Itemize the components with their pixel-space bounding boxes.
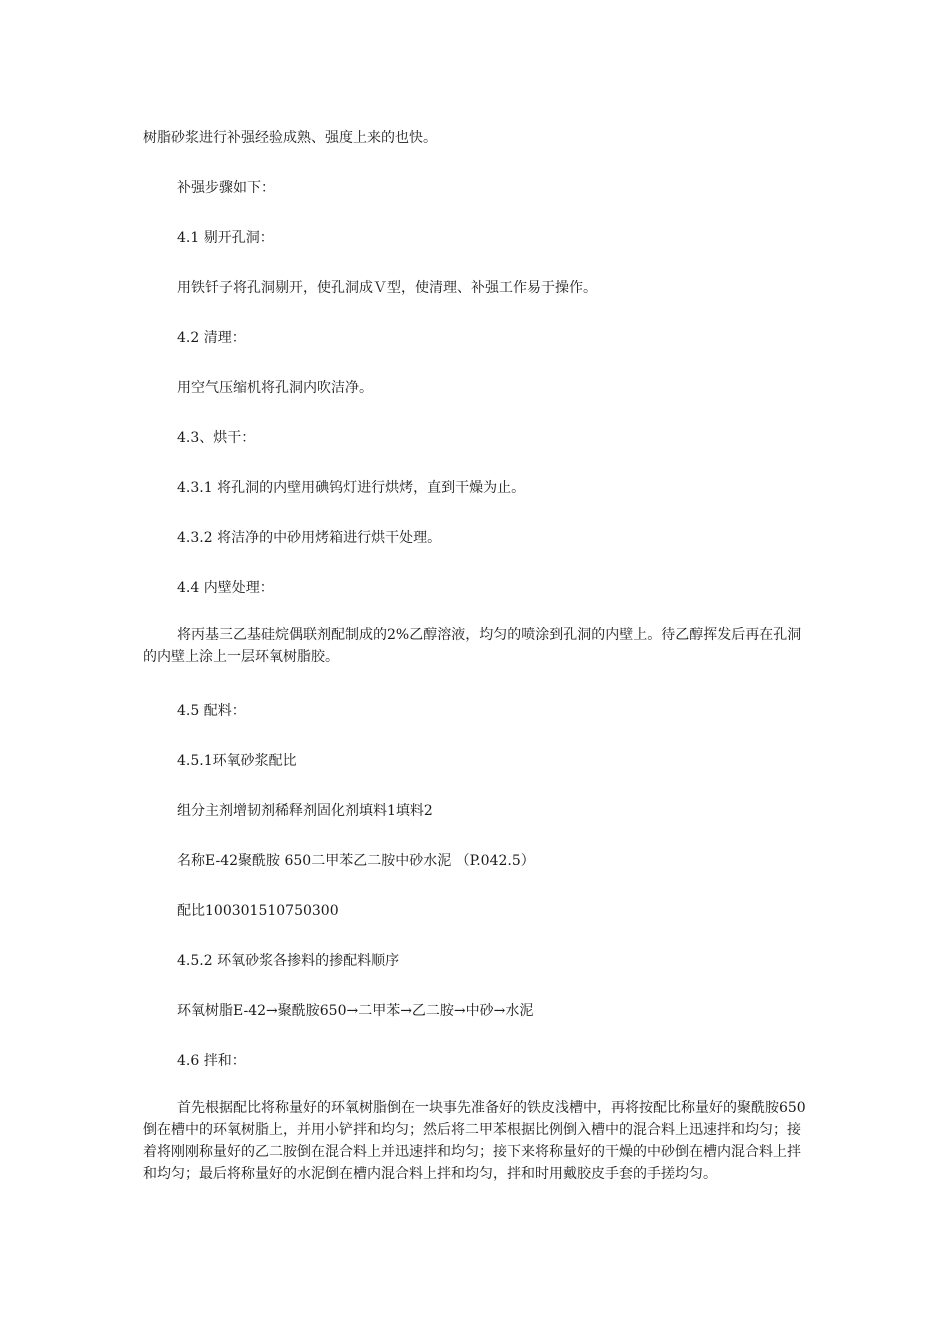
section-heading-4-5: 4.5 配料： (177, 703, 246, 719)
paragraph-4-5-2: 4.5.2 环氧砂浆各掺料的掺配料顺序 (177, 953, 400, 969)
paragraph-components: 组分主剂增韧剂稀释剂固化剂填料1填料2 (177, 803, 433, 819)
section-heading-4-4: 4.4 内壁处理： (177, 580, 274, 596)
paragraph-4-1-body: 用铁钎子将孔洞剔开，使孔洞成Ｖ型，使清理、补强工作易于操作。 (177, 280, 597, 296)
section-heading-4-2: 4.2 清理： (177, 330, 246, 346)
paragraph-mixing-sequence: 环氧树脂E-42→聚酰胺650→二甲苯→乙二胺→中砂→水泥 (177, 1003, 534, 1019)
paragraph-4-6-body: 首先根据配比将称量好的环氧树脂倒在一块事先准备好的铁皮浅槽中，再将按配比称量好的聚酰胺650倒在槽中的环氧树脂上，并用小铲拌和均匀；然后将二甲苯根据比例倒入槽中的混合料上迅速拌和均匀；接着将刚刚称量好的乙二胺倒在混合料上并迅速拌和均匀；接下来将称量好的干燥的中砂倒在槽内混合料上拌和均匀；最后将称量好的水泥倒在槽内混合料上拌和均匀，拌和时用戴胶皮手套的手搓均匀。 (143, 1100, 806, 1182)
paragraph-4-3-1: 4.3.1 将孔洞的内壁用碘钨灯进行烘烤，直到干燥为止。 (177, 480, 526, 496)
paragraph-4-3-2: 4.3.2 将洁净的中砂用烤箱进行烘干处理。 (177, 530, 442, 546)
paragraph-names: 名称E-42聚酰胺 650二甲苯乙二胺中砂水泥 （P.042.5） (177, 853, 535, 869)
paragraph-steps-heading: 补强步骤如下： (177, 180, 275, 196)
paragraph-4-4-body: 将丙基三乙基硅烷偶联剂配制成的2%乙醇溶液，均匀的喷涂到孔洞的内壁上。待乙醇挥发后再在孔洞的内壁上涂上一层环氧树脂胶。 (143, 627, 802, 665)
section-heading-4-3: 4.3、烘干： (177, 430, 256, 446)
section-heading-4-1: 4.1 剔开孔洞： (177, 230, 274, 246)
paragraph-intro-continuation: 树脂砂浆进行补强经验成熟、强度上来的也快。 (143, 130, 437, 146)
section-heading-4-6: 4.6 拌和： (177, 1053, 246, 1069)
paragraph-4-2-body: 用空气压缩机将孔洞内吹洁净。 (177, 380, 373, 396)
paragraph-4-5-1: 4.5.1环氧砂浆配比 (177, 753, 297, 769)
paragraph-ratios: 配比100301510750300 (177, 903, 339, 919)
